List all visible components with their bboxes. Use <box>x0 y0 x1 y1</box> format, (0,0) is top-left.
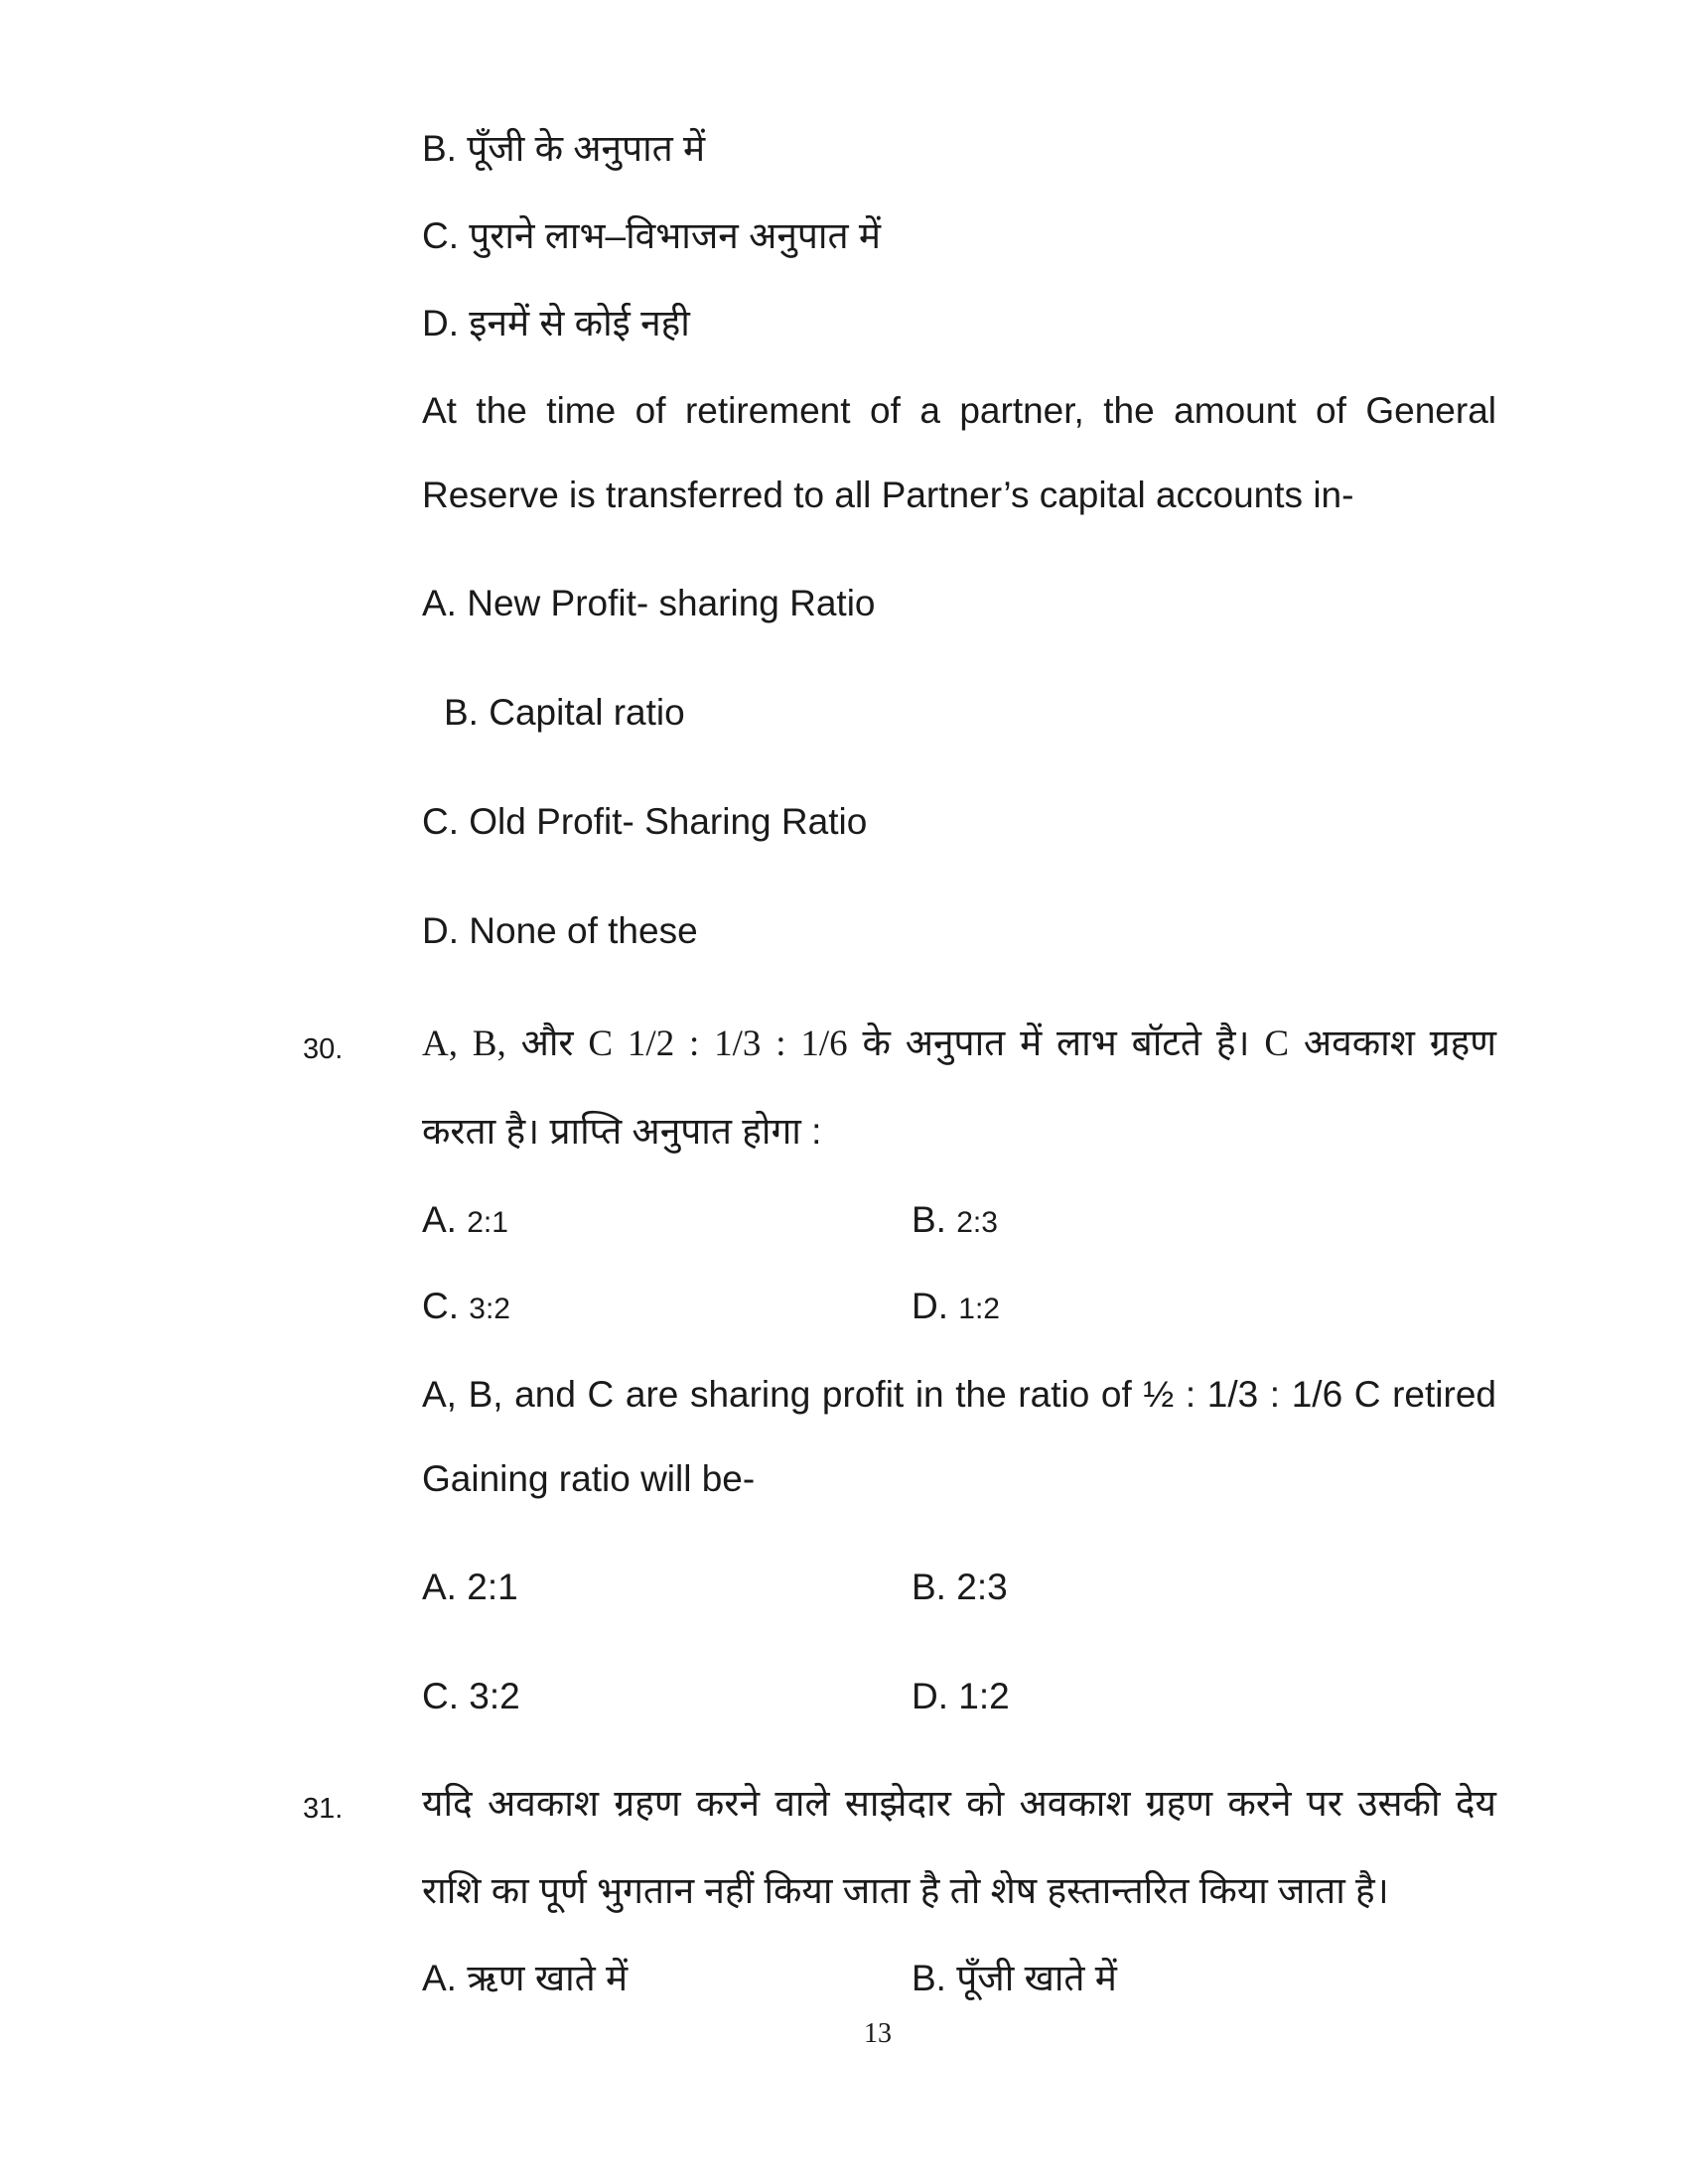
q30-en-option-b: B. 2:3 <box>912 1567 1008 1607</box>
q29-hi-option-d: D. इनमें से कोई नही <box>422 303 690 343</box>
q30-en-option-a: A. 2:1 <box>422 1567 518 1607</box>
q29-en-option-b: B. Capital ratio <box>444 692 685 733</box>
q30-hi-option-b: B. 2:3 <box>912 1199 998 1240</box>
q29-hi-option-c: C. पुराने लाभ–विभाजन अनुपात में <box>422 215 881 256</box>
q29-en-question-line1: At the time of retirement of a partner, the amount of General <box>422 390 1496 431</box>
q31-hi-question-line1: यदि अवकाश ग्रहण करने वाले साझेदार को अवकाश ग्रहण करने पर उसकी देय <box>422 1783 1496 1824</box>
q30-hi-option-c-value: 3:2 <box>469 1293 510 1325</box>
q29-en-question-line2: Reserve is transferred to all Partner’s capital accounts in- <box>422 475 1354 515</box>
q30-hi-option-c: C. 3:2 <box>422 1286 510 1326</box>
q30-hi-option-d-value: 1:2 <box>958 1293 1000 1325</box>
q30-en-question-line2: Gaining ratio will be- <box>422 1458 756 1499</box>
q30-number: 30. <box>303 1033 344 1065</box>
q31-hi-question-line2: राशि का पूर्ण भुगतान नहीं किया जाता है तो शेष हस्तान्तरित किया जाता है। <box>422 1870 1389 1911</box>
q31-hi-option-a: A. ऋण खाते में <box>422 1958 629 1998</box>
q30-hi-question-line1: A, B, और C 1/2 : 1/3 : 1/6 के अनुपात में लाभ बॉटते है। C अवकाश ग्रहण <box>422 1024 1496 1064</box>
q30-hi-option-b-value: 2:3 <box>956 1206 998 1239</box>
q31-hi-option-b: B. पूँजी खाते में <box>912 1958 1117 1998</box>
q30-hi-option-a: A. 2:1 <box>422 1199 508 1240</box>
q29-en-option-c: C. Old Profit- Sharing Ratio <box>422 801 868 842</box>
q29-en-option-a: A. New Profit- sharing Ratio <box>422 583 876 623</box>
q30-hi-option-d: D. 1:2 <box>912 1286 1000 1326</box>
q29-hi-option-b: B. पूँजी के अनुपात में <box>422 128 706 169</box>
q31-number: 31. <box>303 1793 344 1825</box>
q30-hi-question-line2: करता है। प्राप्ति अनुपात होगा : <box>422 1111 822 1152</box>
q30-hi-option-a-value: 2:1 <box>467 1206 508 1239</box>
q30-en-option-c: C. 3:2 <box>422 1676 520 1716</box>
q29-en-option-d: D. None of these <box>422 910 698 951</box>
q30-en-option-d: D. 1:2 <box>912 1676 1010 1716</box>
q30-en-question-line1: A, B, and C are sharing profit in the ratio of ½ : 1/3 : 1/6 C retired <box>422 1374 1496 1415</box>
page-number: 13 <box>864 2018 892 2049</box>
